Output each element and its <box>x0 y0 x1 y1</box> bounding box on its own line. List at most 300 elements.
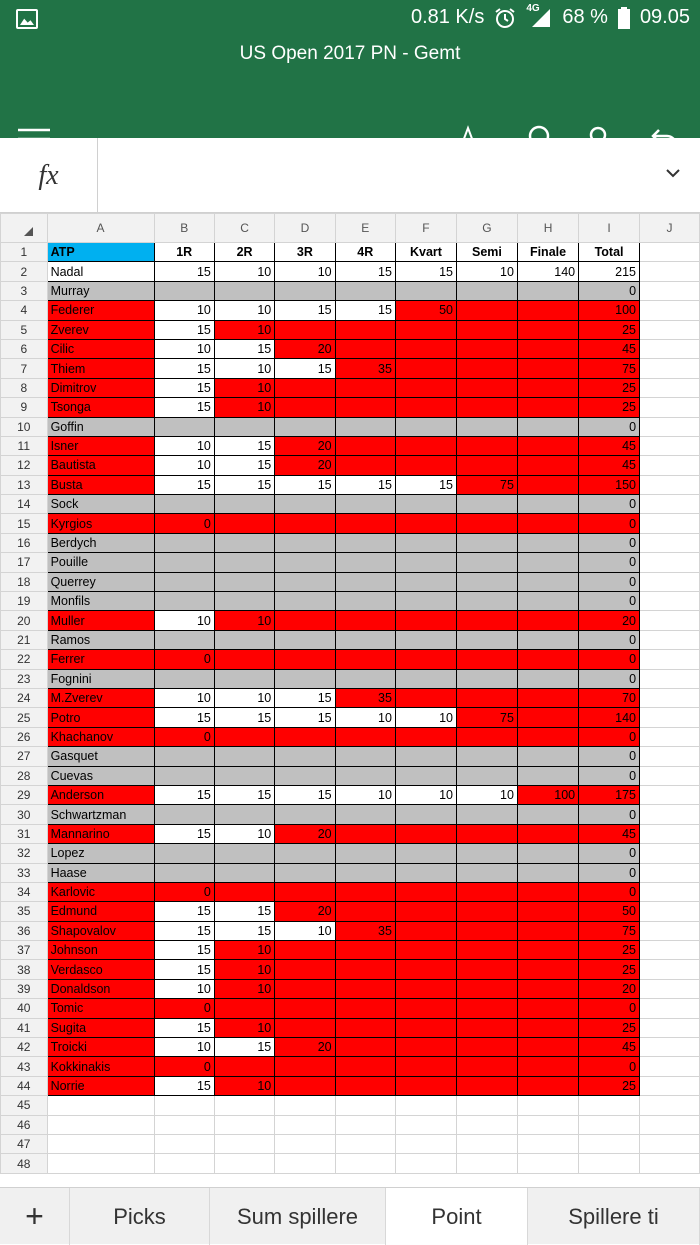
score-cell[interactable] <box>275 611 335 630</box>
score-cell[interactable]: 15 <box>275 785 335 804</box>
score-cell[interactable] <box>395 378 456 397</box>
score-cell[interactable] <box>517 1057 578 1076</box>
score-cell[interactable]: 15 <box>154 1018 214 1037</box>
score-cell[interactable] <box>395 553 456 572</box>
empty-cell[interactable] <box>640 456 700 475</box>
player-name-cell[interactable]: Donaldson <box>47 979 154 998</box>
empty-cell[interactable] <box>640 378 700 397</box>
score-cell[interactable]: 10 <box>154 436 214 455</box>
score-cell[interactable]: 15 <box>154 785 214 804</box>
empty-cell[interactable] <box>579 1154 640 1173</box>
score-cell[interactable]: 15 <box>214 436 274 455</box>
score-cell[interactable] <box>275 1076 335 1095</box>
player-name-cell[interactable]: Federer <box>47 301 154 320</box>
empty-cell[interactable] <box>640 902 700 921</box>
header-cell[interactable]: 1R <box>154 243 214 262</box>
score-cell[interactable] <box>456 669 517 688</box>
row-number[interactable]: 28 <box>1 766 48 785</box>
player-name-cell[interactable]: Murray <box>47 281 154 300</box>
row-number[interactable]: 31 <box>1 824 48 843</box>
total-cell[interactable]: 0 <box>579 727 640 746</box>
score-cell[interactable] <box>335 824 395 843</box>
player-name-cell[interactable]: Fognini <box>47 669 154 688</box>
row-number[interactable]: 5 <box>1 320 48 339</box>
score-cell[interactable] <box>275 592 335 611</box>
score-cell[interactable] <box>395 592 456 611</box>
row-number[interactable]: 17 <box>1 553 48 572</box>
score-cell[interactable] <box>517 301 578 320</box>
total-cell[interactable]: 0 <box>579 572 640 591</box>
row-number[interactable]: 34 <box>1 882 48 901</box>
header-cell[interactable]: Finale <box>517 243 578 262</box>
score-cell[interactable] <box>517 553 578 572</box>
score-cell[interactable] <box>154 669 214 688</box>
total-cell[interactable]: 140 <box>579 708 640 727</box>
empty-cell[interactable] <box>640 553 700 572</box>
score-cell[interactable] <box>517 281 578 300</box>
column-header-j[interactable]: J <box>640 214 700 243</box>
empty-cell[interactable] <box>640 533 700 552</box>
score-cell[interactable] <box>456 1076 517 1095</box>
empty-cell[interactable] <box>640 766 700 785</box>
total-cell[interactable]: 75 <box>579 921 640 940</box>
score-cell[interactable] <box>335 592 395 611</box>
score-cell[interactable] <box>275 766 335 785</box>
total-cell[interactable]: 0 <box>579 999 640 1018</box>
score-cell[interactable] <box>335 456 395 475</box>
total-cell[interactable]: 45 <box>579 436 640 455</box>
score-cell[interactable]: 10 <box>395 785 456 804</box>
score-cell[interactable] <box>214 592 274 611</box>
empty-cell[interactable] <box>275 1115 335 1134</box>
score-cell[interactable] <box>517 611 578 630</box>
score-cell[interactable] <box>335 669 395 688</box>
score-cell[interactable] <box>154 281 214 300</box>
row-number[interactable]: 12 <box>1 456 48 475</box>
score-cell[interactable]: 10 <box>214 320 274 339</box>
total-cell[interactable]: 0 <box>579 1057 640 1076</box>
score-cell[interactable] <box>154 863 214 882</box>
player-name-cell[interactable]: Gasquet <box>47 747 154 766</box>
score-cell[interactable]: 0 <box>154 650 214 669</box>
total-cell[interactable]: 25 <box>579 398 640 417</box>
score-cell[interactable] <box>335 960 395 979</box>
score-cell[interactable] <box>335 553 395 572</box>
score-cell[interactable]: 15 <box>154 921 214 940</box>
score-cell[interactable] <box>517 1018 578 1037</box>
score-cell[interactable]: 10 <box>214 378 274 397</box>
header-cell[interactable]: Total <box>579 243 640 262</box>
score-cell[interactable] <box>395 1038 456 1057</box>
score-cell[interactable] <box>335 611 395 630</box>
score-cell[interactable] <box>456 1057 517 1076</box>
empty-cell[interactable] <box>517 1096 578 1115</box>
total-cell[interactable]: 0 <box>579 417 640 436</box>
score-cell[interactable]: 10 <box>154 611 214 630</box>
row-number[interactable]: 22 <box>1 650 48 669</box>
empty-cell[interactable] <box>640 979 700 998</box>
player-name-cell[interactable]: Sock <box>47 495 154 514</box>
score-cell[interactable] <box>275 747 335 766</box>
score-cell[interactable] <box>456 805 517 824</box>
score-cell[interactable] <box>517 475 578 494</box>
empty-cell[interactable] <box>640 514 700 533</box>
total-cell[interactable]: 20 <box>579 979 640 998</box>
player-name-cell[interactable]: Johnson <box>47 941 154 960</box>
empty-cell[interactable] <box>395 1134 456 1153</box>
total-cell[interactable]: 75 <box>579 359 640 378</box>
score-cell[interactable] <box>517 669 578 688</box>
score-cell[interactable] <box>214 669 274 688</box>
score-cell[interactable] <box>456 495 517 514</box>
empty-cell[interactable] <box>335 1154 395 1173</box>
score-cell[interactable] <box>275 1057 335 1076</box>
score-cell[interactable] <box>214 727 274 746</box>
score-cell[interactable] <box>517 882 578 901</box>
row-number[interactable]: 38 <box>1 960 48 979</box>
row-number[interactable]: 10 <box>1 417 48 436</box>
score-cell[interactable]: 15 <box>275 475 335 494</box>
score-cell[interactable] <box>154 766 214 785</box>
score-cell[interactable] <box>517 960 578 979</box>
score-cell[interactable] <box>517 999 578 1018</box>
score-cell[interactable] <box>517 630 578 649</box>
total-cell[interactable]: 0 <box>579 650 640 669</box>
score-cell[interactable]: 10 <box>154 456 214 475</box>
total-cell[interactable]: 25 <box>579 941 640 960</box>
score-cell[interactable]: 10 <box>335 708 395 727</box>
score-cell[interactable]: 0 <box>154 727 214 746</box>
score-cell[interactable]: 15 <box>335 301 395 320</box>
player-name-cell[interactable]: Cuevas <box>47 766 154 785</box>
chevron-down-icon[interactable] <box>666 166 680 180</box>
empty-cell[interactable] <box>640 650 700 669</box>
player-name-cell[interactable]: Kyrgios <box>47 514 154 533</box>
empty-cell[interactable] <box>47 1134 154 1153</box>
empty-cell[interactable] <box>640 863 700 882</box>
header-cell[interactable]: Kvart <box>395 243 456 262</box>
empty-cell[interactable] <box>335 1096 395 1115</box>
row-number[interactable]: 7 <box>1 359 48 378</box>
score-cell[interactable] <box>335 436 395 455</box>
score-cell[interactable] <box>517 495 578 514</box>
score-cell[interactable] <box>395 281 456 300</box>
score-cell[interactable] <box>335 805 395 824</box>
total-cell[interactable]: 45 <box>579 824 640 843</box>
player-name-cell[interactable]: Kokkinakis <box>47 1057 154 1076</box>
empty-cell[interactable] <box>640 281 700 300</box>
score-cell[interactable]: 15 <box>275 359 335 378</box>
score-cell[interactable] <box>395 533 456 552</box>
score-cell[interactable] <box>335 533 395 552</box>
empty-cell[interactable] <box>517 1134 578 1153</box>
score-cell[interactable] <box>275 979 335 998</box>
score-cell[interactable] <box>517 747 578 766</box>
row-number[interactable]: 3 <box>1 281 48 300</box>
score-cell[interactable] <box>214 417 274 436</box>
total-cell[interactable]: 0 <box>579 495 640 514</box>
empty-cell[interactable] <box>640 572 700 591</box>
score-cell[interactable] <box>214 514 274 533</box>
empty-cell[interactable] <box>640 824 700 843</box>
empty-cell[interactable] <box>640 785 700 804</box>
score-cell[interactable] <box>275 514 335 533</box>
score-cell[interactable] <box>395 456 456 475</box>
score-cell[interactable] <box>214 533 274 552</box>
empty-cell[interactable] <box>456 1154 517 1173</box>
score-cell[interactable] <box>275 320 335 339</box>
empty-cell[interactable] <box>640 844 700 863</box>
score-cell[interactable]: 100 <box>517 785 578 804</box>
score-cell[interactable] <box>517 320 578 339</box>
total-cell[interactable]: 25 <box>579 960 640 979</box>
empty-cell[interactable] <box>640 436 700 455</box>
column-header-a[interactable]: A <box>47 214 154 243</box>
score-cell[interactable]: 15 <box>154 475 214 494</box>
row-number[interactable]: 18 <box>1 572 48 591</box>
score-cell[interactable] <box>456 766 517 785</box>
row-number[interactable]: 24 <box>1 688 48 707</box>
score-cell[interactable] <box>214 766 274 785</box>
score-cell[interactable] <box>395 979 456 998</box>
score-cell[interactable]: 15 <box>154 941 214 960</box>
score-cell[interactable] <box>456 301 517 320</box>
score-cell[interactable]: 10 <box>275 262 335 281</box>
score-cell[interactable] <box>456 1018 517 1037</box>
score-cell[interactable] <box>275 572 335 591</box>
tab-spillere[interactable]: Spillere ti <box>528 1188 700 1245</box>
score-cell[interactable] <box>456 921 517 940</box>
score-cell[interactable] <box>335 398 395 417</box>
score-cell[interactable] <box>456 747 517 766</box>
score-cell[interactable] <box>395 630 456 649</box>
empty-cell[interactable] <box>640 1038 700 1057</box>
score-cell[interactable] <box>456 999 517 1018</box>
player-name-cell[interactable]: Lopez <box>47 844 154 863</box>
score-cell[interactable] <box>395 805 456 824</box>
empty-cell[interactable] <box>456 1134 517 1153</box>
total-cell[interactable]: 25 <box>579 378 640 397</box>
score-cell[interactable]: 10 <box>214 688 274 707</box>
score-cell[interactable] <box>456 863 517 882</box>
column-header-b[interactable]: B <box>154 214 214 243</box>
row-number[interactable]: 39 <box>1 979 48 998</box>
score-cell[interactable] <box>517 863 578 882</box>
score-cell[interactable] <box>395 650 456 669</box>
score-cell[interactable] <box>275 417 335 436</box>
score-cell[interactable] <box>517 921 578 940</box>
row-number[interactable]: 43 <box>1 1057 48 1076</box>
score-cell[interactable]: 15 <box>275 708 335 727</box>
row-number[interactable]: 32 <box>1 844 48 863</box>
total-cell[interactable]: 175 <box>579 785 640 804</box>
score-cell[interactable] <box>335 999 395 1018</box>
spreadsheet-grid[interactable] <box>0 213 700 1185</box>
score-cell[interactable] <box>456 456 517 475</box>
empty-cell[interactable] <box>517 1115 578 1134</box>
score-cell[interactable] <box>517 805 578 824</box>
player-name-cell[interactable]: Shapovalov <box>47 921 154 940</box>
score-cell[interactable] <box>456 650 517 669</box>
score-cell[interactable]: 10 <box>214 398 274 417</box>
empty-cell[interactable] <box>640 747 700 766</box>
score-cell[interactable] <box>275 495 335 514</box>
total-cell[interactable]: 0 <box>579 281 640 300</box>
row-number[interactable]: 20 <box>1 611 48 630</box>
total-cell[interactable]: 45 <box>579 1038 640 1057</box>
player-name-cell[interactable]: Haase <box>47 863 154 882</box>
empty-cell[interactable] <box>275 1154 335 1173</box>
player-name-cell[interactable]: Nadal <box>47 262 154 281</box>
formula-bar[interactable] <box>0 138 700 213</box>
score-cell[interactable]: 75 <box>456 475 517 494</box>
score-cell[interactable] <box>335 882 395 901</box>
score-cell[interactable] <box>456 514 517 533</box>
player-name-cell[interactable]: Ferrer <box>47 650 154 669</box>
row-number[interactable]: 15 <box>1 514 48 533</box>
score-cell[interactable]: 15 <box>214 1038 274 1057</box>
score-cell[interactable] <box>456 572 517 591</box>
empty-cell[interactable] <box>640 1018 700 1037</box>
score-cell[interactable] <box>456 378 517 397</box>
score-cell[interactable] <box>456 320 517 339</box>
score-cell[interactable] <box>275 727 335 746</box>
score-cell[interactable]: 10 <box>214 1018 274 1037</box>
empty-cell[interactable] <box>640 727 700 746</box>
score-cell[interactable] <box>395 999 456 1018</box>
score-cell[interactable]: 0 <box>154 514 214 533</box>
score-cell[interactable] <box>395 882 456 901</box>
player-name-cell[interactable]: Isner <box>47 436 154 455</box>
score-cell[interactable] <box>456 611 517 630</box>
score-cell[interactable] <box>456 941 517 960</box>
score-cell[interactable]: 15 <box>214 785 274 804</box>
row-number[interactable]: 19 <box>1 592 48 611</box>
score-cell[interactable]: 140 <box>517 262 578 281</box>
row-number[interactable]: 48 <box>1 1154 48 1173</box>
row-number[interactable]: 14 <box>1 495 48 514</box>
empty-cell[interactable] <box>640 475 700 494</box>
score-cell[interactable]: 15 <box>154 359 214 378</box>
score-cell[interactable]: 15 <box>214 708 274 727</box>
score-cell[interactable] <box>335 650 395 669</box>
row-number[interactable]: 11 <box>1 436 48 455</box>
score-cell[interactable] <box>395 514 456 533</box>
player-name-cell[interactable]: Berdych <box>47 533 154 552</box>
player-name-cell[interactable]: Zverev <box>47 320 154 339</box>
score-cell[interactable] <box>335 766 395 785</box>
empty-cell[interactable] <box>640 630 700 649</box>
score-cell[interactable] <box>335 941 395 960</box>
empty-cell[interactable] <box>640 1057 700 1076</box>
player-name-cell[interactable]: Monfils <box>47 592 154 611</box>
row-number[interactable]: 4 <box>1 301 48 320</box>
score-cell[interactable] <box>456 436 517 455</box>
player-name-cell[interactable]: Pouille <box>47 553 154 572</box>
empty-cell[interactable] <box>395 1096 456 1115</box>
player-name-cell[interactable]: Busta <box>47 475 154 494</box>
score-cell[interactable] <box>275 844 335 863</box>
score-cell[interactable]: 10 <box>214 1076 274 1095</box>
score-cell[interactable]: 20 <box>275 436 335 455</box>
row-number[interactable]: 37 <box>1 941 48 960</box>
total-cell[interactable]: 100 <box>579 301 640 320</box>
row-number[interactable]: 23 <box>1 669 48 688</box>
score-cell[interactable] <box>335 320 395 339</box>
row-number[interactable]: 35 <box>1 902 48 921</box>
score-cell[interactable]: 15 <box>154 960 214 979</box>
score-cell[interactable]: 20 <box>275 339 335 358</box>
select-all-corner[interactable] <box>1 214 48 243</box>
score-cell[interactable]: 0 <box>154 1057 214 1076</box>
score-cell[interactable] <box>517 514 578 533</box>
player-name-cell[interactable]: Goffin <box>47 417 154 436</box>
score-cell[interactable] <box>335 902 395 921</box>
score-cell[interactable] <box>517 727 578 746</box>
score-cell[interactable]: 15 <box>395 262 456 281</box>
score-cell[interactable] <box>154 844 214 863</box>
sheet-table[interactable] <box>0 213 700 1174</box>
total-cell[interactable]: 150 <box>579 475 640 494</box>
empty-cell[interactable] <box>640 301 700 320</box>
score-cell[interactable] <box>154 495 214 514</box>
score-cell[interactable] <box>395 417 456 436</box>
row-number[interactable]: 47 <box>1 1134 48 1153</box>
score-cell[interactable] <box>275 669 335 688</box>
score-cell[interactable] <box>395 1076 456 1095</box>
score-cell[interactable] <box>517 533 578 552</box>
score-cell[interactable] <box>456 824 517 843</box>
empty-cell[interactable] <box>640 941 700 960</box>
empty-cell[interactable] <box>640 1115 700 1134</box>
score-cell[interactable] <box>214 863 274 882</box>
score-cell[interactable] <box>395 1018 456 1037</box>
empty-cell[interactable] <box>154 1115 214 1134</box>
score-cell[interactable]: 20 <box>275 456 335 475</box>
empty-cell[interactable] <box>275 1096 335 1115</box>
empty-cell[interactable] <box>640 417 700 436</box>
score-cell[interactable] <box>335 417 395 436</box>
score-cell[interactable] <box>275 553 335 572</box>
column-header-f[interactable]: F <box>395 214 456 243</box>
function-icon[interactable]: fx <box>0 138 98 213</box>
row-number[interactable]: 8 <box>1 378 48 397</box>
player-name-cell[interactable]: Bautista <box>47 456 154 475</box>
score-cell[interactable]: 15 <box>275 301 335 320</box>
score-cell[interactable]: 10 <box>214 979 274 998</box>
row-number[interactable]: 26 <box>1 727 48 746</box>
score-cell[interactable] <box>456 902 517 921</box>
score-cell[interactable] <box>214 805 274 824</box>
empty-cell[interactable] <box>214 1134 274 1153</box>
header-cell[interactable]: 4R <box>335 243 395 262</box>
score-cell[interactable] <box>335 863 395 882</box>
score-cell[interactable] <box>395 688 456 707</box>
empty-cell[interactable] <box>47 1154 154 1173</box>
score-cell[interactable] <box>456 398 517 417</box>
score-cell[interactable]: 10 <box>214 359 274 378</box>
total-cell[interactable]: 25 <box>579 320 640 339</box>
score-cell[interactable] <box>395 1057 456 1076</box>
empty-cell[interactable] <box>640 1096 700 1115</box>
score-cell[interactable] <box>517 766 578 785</box>
score-cell[interactable] <box>275 630 335 649</box>
score-cell[interactable] <box>517 688 578 707</box>
player-name-cell[interactable]: Anderson <box>47 785 154 804</box>
total-cell[interactable]: 45 <box>579 339 640 358</box>
total-cell[interactable]: 0 <box>579 863 640 882</box>
player-name-cell[interactable]: Verdasco <box>47 960 154 979</box>
